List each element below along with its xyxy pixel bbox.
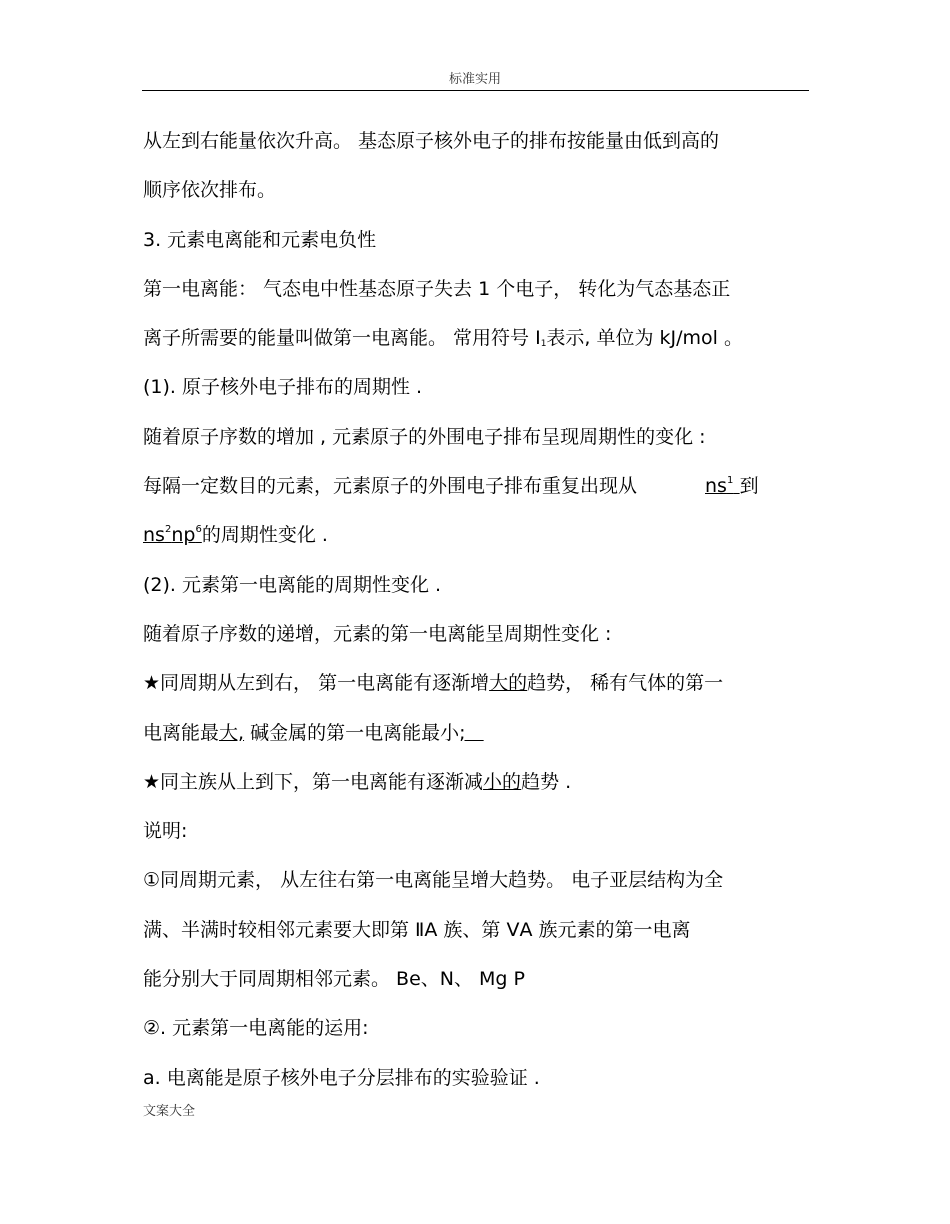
text-span: 离子所需要的能量叫做第一电离能。 常用符号 I [143,327,541,350]
page-footer: 文案大全 [143,1104,196,1119]
underlined-text: 小的 [483,770,522,793]
page-header: 标准实用 [448,72,501,87]
text-span: 的周期性变化 . [201,524,328,547]
text-span: 趋势， 稀有气体的第一 [527,672,724,695]
subsection-heading: (1). 原子核外电子排布的周期性 . [143,376,423,399]
section-heading: 3. 元素电离能和元素电负性 [143,228,377,251]
text-line: 第一电离能： 气态电中性基态原子失去 1 个电子， 转化为气态基态正 [143,277,731,300]
text-line [143,763,811,812]
text-span: 到 [739,475,759,498]
text-line [143,467,811,516]
text-line: ②. 元素第一电离能的运用: [143,1017,369,1040]
text-line: 说明: [143,820,188,843]
text-line [143,516,811,565]
underlined-text: 大, [219,721,245,744]
text-span: ★同周期从左到右， 第一电离能有逐渐增 [143,672,490,695]
superscript: 2 [164,524,172,536]
text-line: 随着原子序数的递增，元素的第一电离能呈周期性变化 : [143,622,612,645]
text-span: 电离能最 [143,721,220,744]
text-line [143,714,811,763]
text-line: 能分别大于同周期相邻元素。 Be、N、 Mg P [143,968,525,991]
text-line: 从左到右能量依次升高。 基态原子核外电子的排布按能量由低到高的 [143,130,720,152]
underlined-text: ; [459,721,484,744]
text-line: 随着原子序数的增加 , 元素原子的外围电子排布呈现周期性的变化 : [143,425,706,448]
text-line [143,664,811,713]
text-span: 碱金属的第一电离能最小 [244,721,460,744]
text-span: 每隔一定数目的元素，元素原子的外围电子排布重复出现从 [143,475,638,498]
text-line: 顺序依次排布。 [143,179,277,202]
text-line: 满、半满时较相邻元素要大即第 ⅡA 族、第 ⅤA 族元素的第一电离 [143,918,691,941]
text-line: a. 电离能是原子核外电子分层排布的实验验证 . [143,1066,540,1089]
underlined-formula [705,475,740,497]
document-body [143,122,811,1108]
text-span: 表示, 单位为 kJ/mol 。 [546,327,743,350]
superscript: 6 [195,524,202,536]
text-span: 趋势 . [521,770,572,793]
subsection-heading: (2). 元素第一电离能的周期性变化 . [143,573,442,596]
text-line: ①同周期元素， 从左往右第一电离能呈增大趋势。 电子亚层结构为全 [143,869,724,892]
superscript: 1 [726,475,734,487]
text-span: ★同主族从上到下，第一电离能有逐渐减 [143,770,484,793]
text-line [143,319,811,368]
header-divider [142,90,809,91]
formula-text: np [171,524,196,547]
underlined-formula [143,524,202,546]
subscript: 1 [540,339,547,350]
underlined-text: 大的 [489,672,528,695]
formula-text: ns [143,524,165,547]
formula-text: ns [705,475,727,498]
